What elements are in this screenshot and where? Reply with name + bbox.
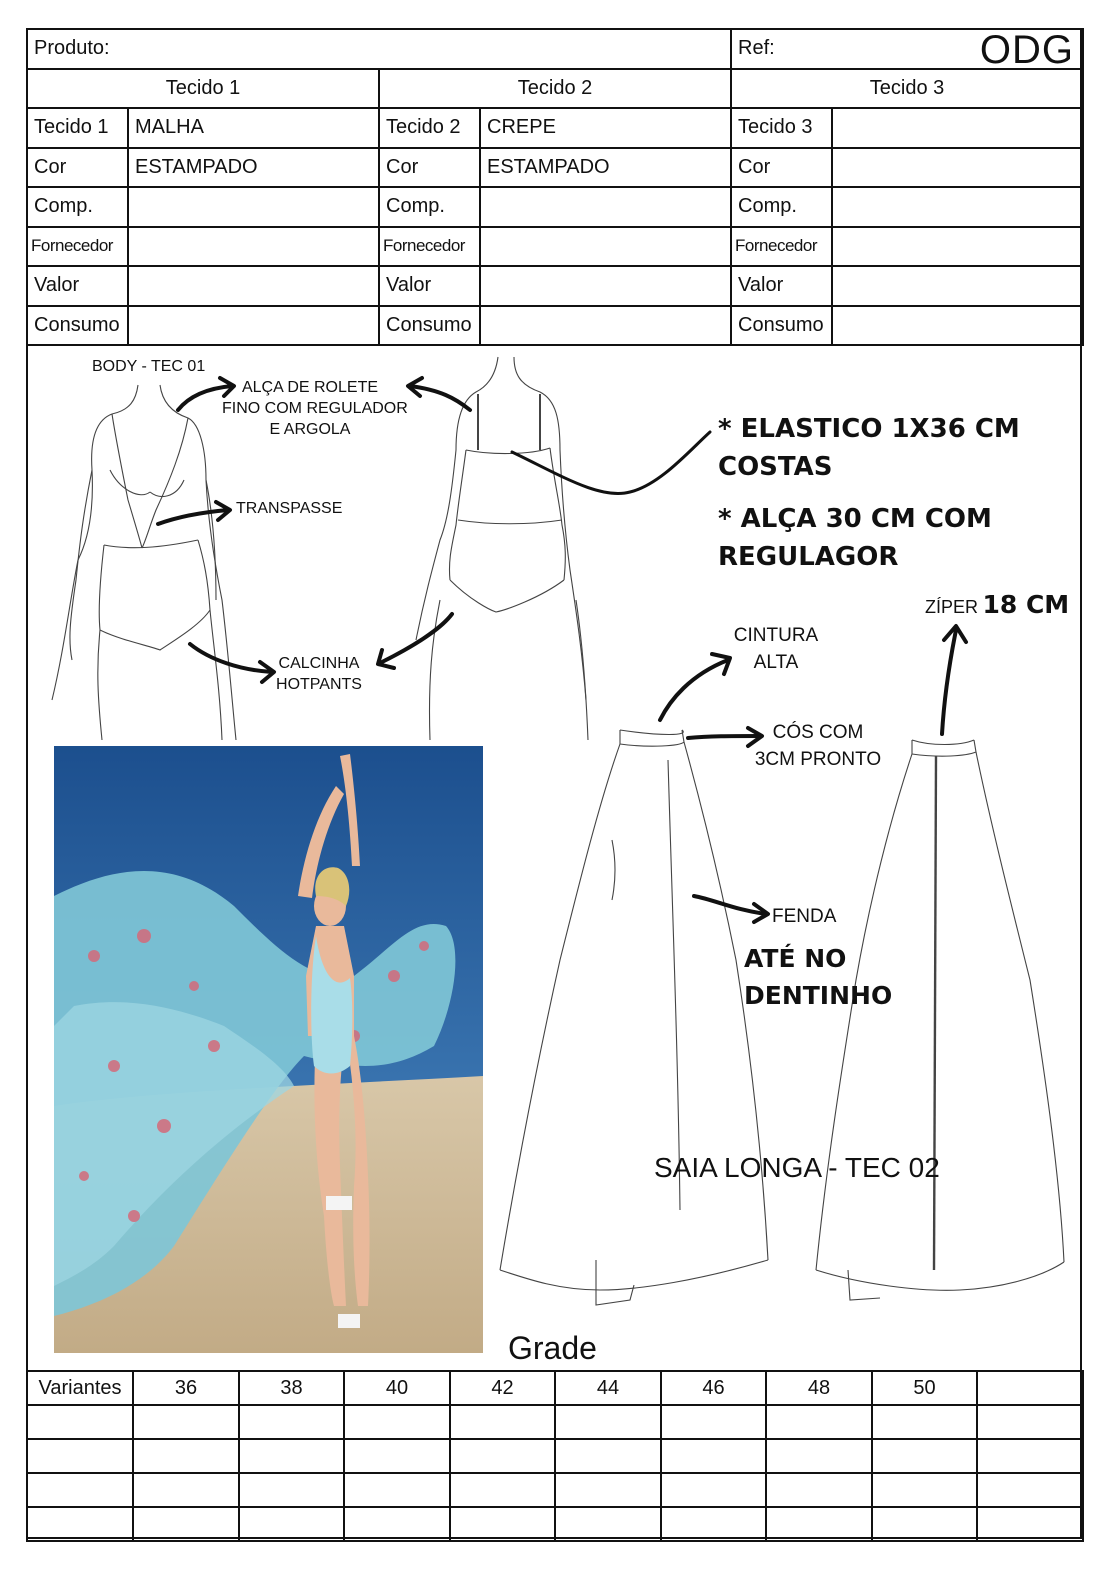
- grade-cell[interactable]: [27, 1473, 133, 1507]
- grade-cell[interactable]: [555, 1405, 661, 1439]
- grade-cell[interactable]: [450, 1405, 555, 1439]
- ate-note-line1: ATÉ NO: [744, 944, 847, 973]
- elastico-note-line1: * ELASTICO 1X36 CM: [718, 414, 1020, 444]
- elastico-note-line2: COSTAS: [718, 452, 833, 482]
- grade-cell[interactable]: [977, 1473, 1083, 1507]
- transpasse-note: TRANSPASSE: [236, 500, 343, 517]
- grade-cell[interactable]: [133, 1473, 239, 1507]
- fabric-2-name-label: Tecido 2: [379, 108, 480, 148]
- skirt-back-sketch: [816, 740, 1064, 1300]
- arrow-cos: [688, 736, 760, 738]
- grade-cell[interactable]: [239, 1473, 344, 1507]
- brand-logo: ODG: [979, 29, 1075, 69]
- ate-note-line2: DENTINHO: [744, 981, 893, 1010]
- fabric-1-color-value[interactable]: ESTAMPADO: [128, 148, 379, 188]
- grade-cell[interactable]: [872, 1405, 977, 1439]
- body-front-sketch: [52, 385, 236, 740]
- grade-cell[interactable]: [555, 1473, 661, 1507]
- grade-row: [27, 1439, 1083, 1473]
- alca-note-line3: E ARGOLA: [269, 421, 351, 438]
- fabric-3-supplier-label: Fornecedor: [731, 227, 832, 267]
- grade-cell[interactable]: [239, 1439, 344, 1473]
- arrow-ziper: [942, 630, 956, 734]
- grade-cell[interactable]: [133, 1439, 239, 1473]
- grade-title: Grade: [508, 1330, 597, 1366]
- grade-cell[interactable]: [344, 1439, 450, 1473]
- grade-cell[interactable]: [133, 1507, 239, 1541]
- alca-note-line2: FINO COM REGULADOR: [222, 400, 408, 417]
- ziper-label: ZÍPER: [925, 597, 979, 617]
- grade-header-extra: [977, 1371, 1083, 1405]
- fabric-3-consumption-label: Consumo: [731, 306, 832, 346]
- model-photo: [54, 746, 483, 1353]
- fabric-1-comp-label: Comp.: [27, 187, 128, 227]
- grade-cell[interactable]: [661, 1507, 766, 1541]
- ate-note: [744, 940, 892, 1014]
- grade-header-size: 40: [344, 1371, 450, 1405]
- alca30-note: [718, 500, 992, 576]
- fabric-1-consumption-label: Consumo: [27, 306, 128, 346]
- grade-cell[interactable]: [977, 1405, 1083, 1439]
- grade-cell[interactable]: [27, 1507, 133, 1541]
- fabric-2-name-value[interactable]: CREPE: [480, 108, 731, 148]
- fabric-3-color-label: Cor: [731, 148, 832, 188]
- grade-cell[interactable]: [872, 1439, 977, 1473]
- fabric-3-value-label: Valor: [731, 266, 832, 306]
- fabric-2-supplier-label: Fornecedor: [379, 227, 480, 267]
- grade-header-size: 36: [133, 1371, 239, 1405]
- calcinha-note-line1: CALCINHA: [278, 655, 360, 672]
- grade-cell[interactable]: [977, 1439, 1083, 1473]
- grade-cell[interactable]: [977, 1507, 1083, 1541]
- fabric-1-color-label: Cor: [27, 148, 128, 188]
- grade-header-size: 48: [766, 1371, 872, 1405]
- fabric-1-name-label: Tecido 1: [27, 108, 128, 148]
- skirt-front-sketch: [500, 730, 768, 1305]
- grade-row: [27, 1405, 1083, 1439]
- grade-cell[interactable]: [133, 1405, 239, 1439]
- grade-cell[interactable]: [239, 1405, 344, 1439]
- ziper-note: [925, 590, 1069, 619]
- arrow-calcinha-right: [382, 614, 452, 662]
- grade-cell[interactable]: [27, 1405, 133, 1439]
- ref-label: Ref:: [738, 37, 775, 60]
- calcinha-note: [272, 653, 366, 695]
- alca-note-line1: ALÇA DE ROLETE: [241, 379, 379, 396]
- product-label: Produto:: [34, 37, 110, 60]
- grade-body: [27, 1405, 1083, 1541]
- grade-cell[interactable]: [661, 1473, 766, 1507]
- grade-cell[interactable]: [450, 1439, 555, 1473]
- fenda-note: FENDA: [772, 906, 837, 927]
- saia-title: SAIA LONGA - TEC 02: [654, 1152, 940, 1183]
- ziper-size: 18 CM: [982, 590, 1070, 619]
- body-back-sketch: [416, 357, 588, 740]
- fabric-3-name-label: Tecido 3: [731, 108, 832, 148]
- grade-cell[interactable]: [555, 1507, 661, 1541]
- grade-table: [26, 1370, 1084, 1542]
- grade-header-variants: Variantes: [27, 1371, 133, 1405]
- grade-cell[interactable]: [344, 1473, 450, 1507]
- calcinha-note-line2: HOTPANTS: [276, 676, 362, 693]
- fabric-2-color-label: Cor: [379, 148, 480, 188]
- grade-cell[interactable]: [766, 1439, 872, 1473]
- fabric-3-comp-label: Comp.: [731, 187, 832, 227]
- grade-row: [27, 1507, 1083, 1541]
- grade-header-row: [27, 1371, 1083, 1405]
- fabric-2-consumption-label: Consumo: [379, 306, 480, 346]
- grade-cell[interactable]: [661, 1439, 766, 1473]
- grade-header-size: 38: [239, 1371, 344, 1405]
- fabric-3-heading: Tecido 3: [731, 69, 1083, 109]
- arrow-elastico: [512, 432, 710, 494]
- alca30-note-line2: REGULAGOR: [718, 542, 899, 572]
- fabric-1-value-label: Valor: [27, 266, 128, 306]
- grade-cell[interactable]: [872, 1507, 977, 1541]
- fabric-2-color-value[interactable]: ESTAMPADO: [480, 148, 731, 188]
- fabric-2-comp-label: Comp.: [379, 187, 480, 227]
- grade-cell[interactable]: [555, 1439, 661, 1473]
- grade-cell[interactable]: [872, 1473, 977, 1507]
- cintura-note-line1: CINTURA: [733, 625, 819, 646]
- grade-header-size: 44: [555, 1371, 661, 1405]
- elastico-note: [718, 410, 1020, 486]
- cos-note: [752, 719, 884, 773]
- grade-row: [27, 1473, 1083, 1507]
- grade-cell[interactable]: [27, 1439, 133, 1473]
- cintura-note-line2: ALTA: [753, 652, 799, 673]
- grade-cell[interactable]: [766, 1507, 872, 1541]
- grade-cell[interactable]: [344, 1507, 450, 1541]
- grade-cell[interactable]: [766, 1405, 872, 1439]
- grade-cell[interactable]: [344, 1405, 450, 1439]
- model-photo-image: [54, 746, 483, 1353]
- fabric-1-heading: Tecido 1: [27, 69, 379, 109]
- fabric-1-supplier-label: Fornecedor: [27, 227, 128, 267]
- grade-header-size: 46: [661, 1371, 766, 1405]
- alca-note: [222, 377, 408, 440]
- grade-header-size: 50: [872, 1371, 977, 1405]
- alca30-note-line1: * ALÇA 30 CM COM: [718, 504, 992, 534]
- grade-cell[interactable]: [450, 1473, 555, 1507]
- fabric-2-heading: Tecido 2: [379, 69, 731, 109]
- grade-cell[interactable]: [239, 1507, 344, 1541]
- arrow-cintura: [660, 660, 728, 720]
- cos-note-line1: CÓS COM: [772, 722, 864, 743]
- body-title: BODY - TEC 01: [92, 358, 206, 375]
- cos-note-line2: 3CM PRONTO: [754, 749, 882, 770]
- grade-cell[interactable]: [661, 1405, 766, 1439]
- fabric-1-name-value[interactable]: MALHA: [128, 108, 379, 148]
- fabric-2-value-label: Valor: [379, 266, 480, 306]
- grade-cell[interactable]: [766, 1473, 872, 1507]
- grade-header-size: 42: [450, 1371, 555, 1405]
- arrow-alca-right: [410, 386, 470, 410]
- grade-cell[interactable]: [450, 1507, 555, 1541]
- cintura-note: [728, 622, 824, 676]
- arrow-calcinha-left: [190, 644, 272, 672]
